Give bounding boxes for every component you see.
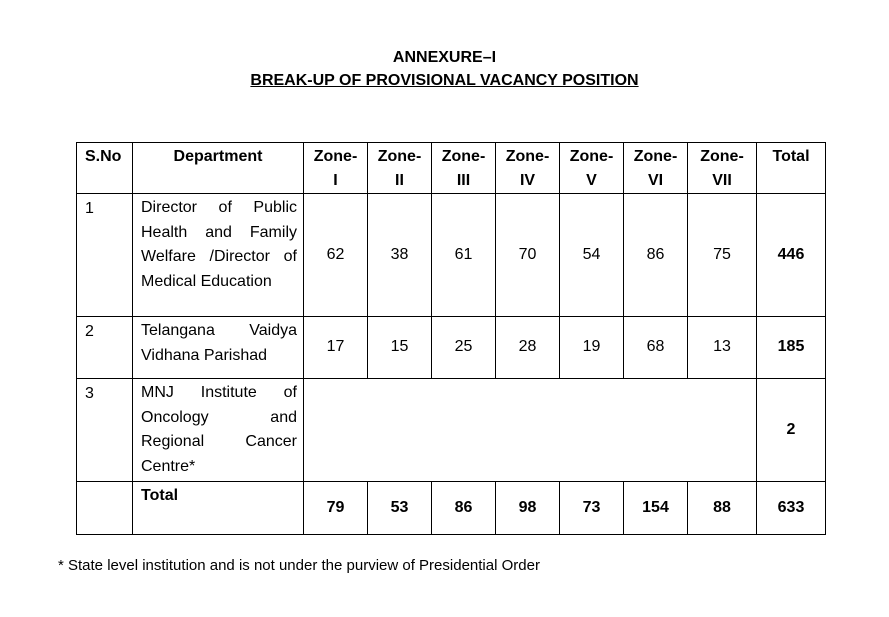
zone-total-cell: 86 [432, 482, 496, 535]
row-sno: 3 [77, 379, 133, 482]
empty-cell [77, 482, 133, 535]
zone-cell: 86 [624, 194, 688, 317]
zone-cell: 13 [688, 317, 757, 379]
zone-total-cell: 88 [688, 482, 757, 535]
page-subtitle: BREAK-UP OF PROVISIONAL VACANCY POSITION [250, 72, 639, 89]
header-zone-3: Zone- III [432, 143, 496, 194]
header-zone-4: Zone- IV [496, 143, 560, 194]
zone-cell: 62 [304, 194, 368, 317]
header-zone-5: Zone- V [560, 143, 624, 194]
table-row [77, 194, 826, 317]
zone-cell: 75 [688, 194, 757, 317]
row-sno: 1 [77, 194, 133, 317]
zone-cell: 28 [496, 317, 560, 379]
footnote: * State level institution and is not under the purview of Presidential Order [58, 557, 540, 574]
zone-total-cell: 73 [560, 482, 624, 535]
merged-zone-cell [304, 379, 757, 482]
vacancy-table [76, 142, 826, 535]
zone-cell: 70 [496, 194, 560, 317]
header-row [77, 143, 826, 194]
header-zone-6: Zone- VI [624, 143, 688, 194]
row-sno: 2 [77, 317, 133, 379]
header-sno: S.No [77, 143, 133, 194]
table-row [77, 317, 826, 379]
zone-cell: 54 [560, 194, 624, 317]
zone-cell: 61 [432, 194, 496, 317]
row-department: Director of Public Health and Family Welfare /Director of Medical Education [133, 194, 304, 317]
zone-cell: 38 [368, 194, 432, 317]
zone-total-cell: 53 [368, 482, 432, 535]
zone-cell: 25 [432, 317, 496, 379]
row-total: 185 [757, 317, 826, 379]
table-row [77, 379, 826, 482]
header-zone-7: Zone- VII [688, 143, 757, 194]
row-department: MNJ Institute of Oncology and Regional Cancer Centre* [133, 379, 304, 482]
header-total: Total [757, 143, 826, 194]
zone-total-cell: 154 [624, 482, 688, 535]
header-department: Department [133, 143, 304, 194]
total-row [77, 482, 826, 535]
row-department: Telangana Vaidya Vidhana Parishad [133, 317, 304, 379]
zone-cell: 15 [368, 317, 432, 379]
zone-total-cell: 79 [304, 482, 368, 535]
zone-cell: 68 [624, 317, 688, 379]
header-zone-2: Zone- II [368, 143, 432, 194]
zone-total-cell: 98 [496, 482, 560, 535]
total-label: Total [133, 482, 304, 535]
grand-total-cell: 633 [757, 482, 826, 535]
row-total: 446 [757, 194, 826, 317]
row-total: 2 [757, 379, 826, 482]
zone-cell: 17 [304, 317, 368, 379]
zone-cell: 19 [560, 317, 624, 379]
annexure-title: ANNEXURE–I [392, 49, 497, 66]
header-zone-1: Zone- I [304, 143, 368, 194]
